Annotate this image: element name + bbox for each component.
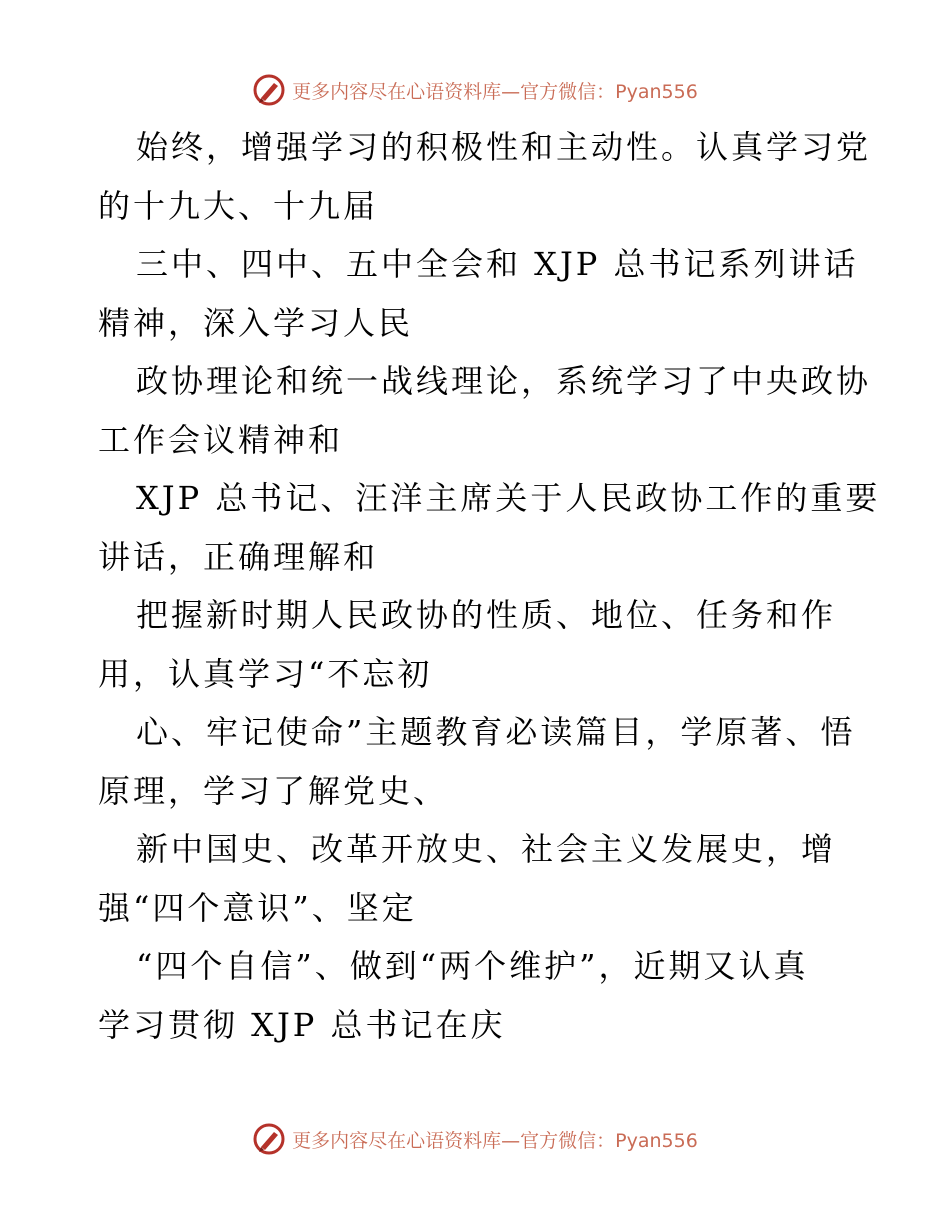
text-line: 始终，增强学习的积极性和主动性。认真学习党 — [136, 128, 872, 166]
pen-logo-icon — [252, 73, 286, 107]
pen-logo-icon — [252, 1122, 286, 1156]
text-line: 讲话，正确理解和 — [98, 537, 379, 576]
text-line: 精神，深入学习人民 — [98, 303, 414, 342]
text-line: 政协理论和统一战线理论，系统学习了中央政协 — [136, 362, 872, 400]
document-body — [98, 118, 881, 1054]
text-line: 强“四个意识”、坚定 — [98, 888, 417, 927]
text-line: 原理，学习了解党史、 — [98, 771, 449, 810]
text-line: 三中、四中、五中全会和 XJP 总书记系列讲话 — [136, 245, 859, 283]
text-line: 用，认真学习“不忘初 — [98, 654, 433, 693]
text-line: 的十九大、十九届 — [98, 186, 379, 225]
header-banner — [0, 70, 950, 110]
footer-banner-text: 更多内容尽在心语资料库—官方微信：Pyan556 — [292, 1129, 698, 1152]
text-line: 心、牢记使命”主题教育必读篇目，学原著、悟 — [136, 713, 856, 751]
text-line: 把握新时期人民政协的性质、地位、任务和作 — [136, 596, 837, 634]
header-banner-text: 更多内容尽在心语资料库—官方微信：Pyan556 — [292, 80, 698, 103]
text-line: “四个自信”、做到“两个维护”，近期又认真 — [136, 947, 809, 985]
footer-banner — [0, 1119, 950, 1159]
text-line: 学习贯彻 XJP 总书记在庆 — [98, 1005, 506, 1044]
text-line: XJP 总书记、汪洋主席关于人民政协工作的重要 — [136, 479, 881, 517]
text-line: 新中国史、改革开放史、社会主义发展史，增 — [136, 830, 837, 868]
text-line: 工作会议精神和 — [98, 420, 344, 459]
